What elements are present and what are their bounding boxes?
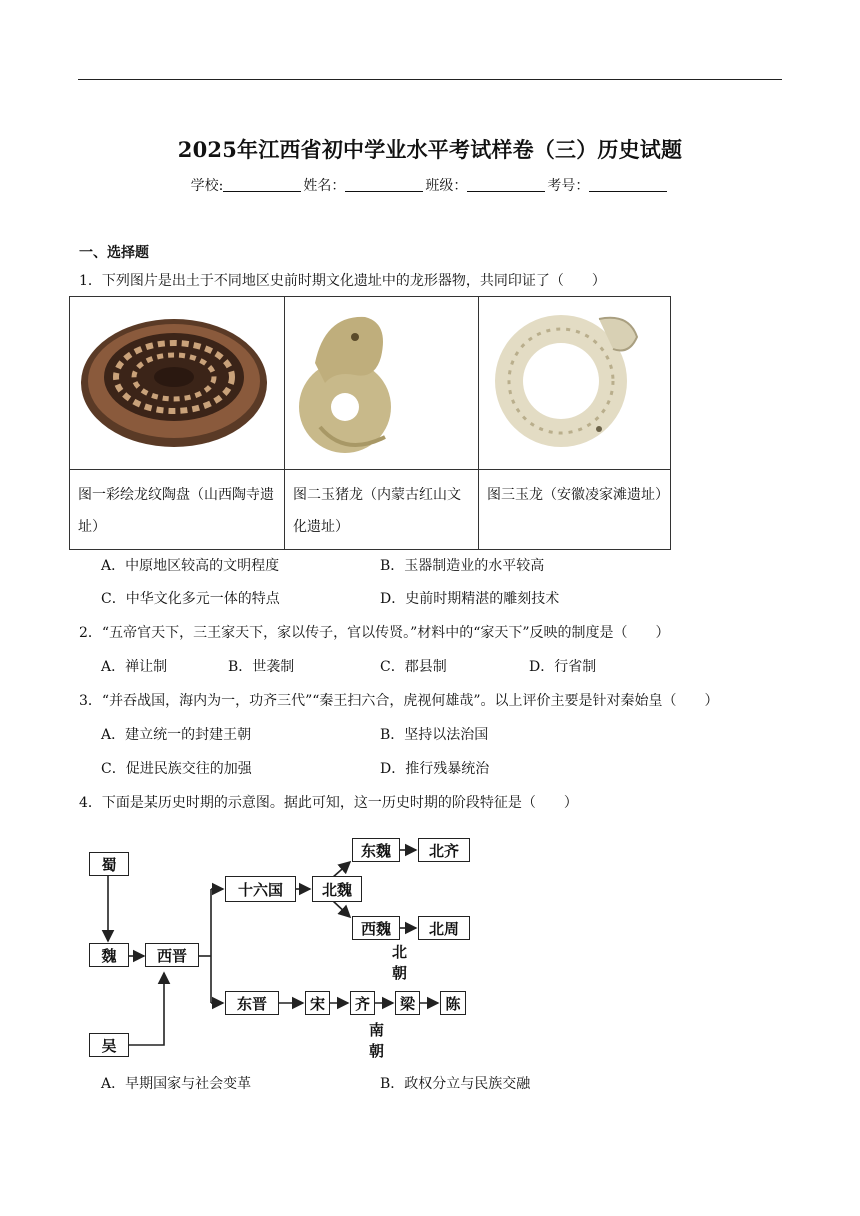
question-4-stem: 4．下面是某历史时期的示意图。据此可知，这一历史时期的阶段特征是（ ） [79, 795, 578, 811]
name-blank[interactable] [345, 177, 423, 192]
class-label: 班级： [425, 178, 468, 194]
box-wu: 吴 [89, 1033, 129, 1057]
number-label: 考号： [547, 178, 590, 194]
box-shu: 蜀 [89, 852, 129, 876]
question-1-image-table [69, 296, 671, 550]
number-blank[interactable] [589, 177, 667, 192]
image-caption-2: 图二玉猪龙（内蒙古红山文化遗址） [285, 470, 479, 550]
q2-option-c[interactable]: C．郡县制 [380, 659, 447, 675]
label-nanchao: 南朝 [369, 1021, 385, 1060]
q3-option-b[interactable]: B．坚持以法治国 [380, 727, 489, 743]
q3-option-a[interactable]: A．建立统一的封建王朝 [101, 727, 252, 743]
q4-option-b[interactable]: B．政权分立与民族交融 [380, 1076, 531, 1092]
jade-dragon-ring-image [479, 297, 670, 465]
box-beizhou: 北周 [418, 916, 470, 940]
header-rule [78, 79, 782, 80]
box-liang: 梁 [395, 991, 420, 1015]
question-1-stem: 1．下列图片是出土于不同地区史前时期文化遗址中的龙形器物，共同印证了（ ） [79, 273, 606, 289]
box-dongwei: 东魏 [352, 838, 400, 862]
school-label: 学校: [190, 178, 224, 194]
image-cell-3 [479, 297, 671, 470]
student-info-line [0, 175, 860, 195]
q1-option-a[interactable]: A．中原地区较高的文明程度 [101, 558, 280, 574]
q1-option-d[interactable]: D．史前时期精湛的雕刻技术 [380, 591, 560, 607]
q2-option-d[interactable]: D．行省制 [529, 659, 597, 675]
q1-option-c[interactable]: C．中华文化多元一体的特点 [101, 591, 280, 607]
box-shiliuguo: 十六国 [225, 876, 296, 902]
box-beiqi: 北齐 [418, 838, 470, 862]
box-dongjin: 东晋 [225, 991, 279, 1015]
box-qi: 齐 [350, 991, 375, 1015]
image-cell-1 [70, 297, 285, 470]
box-song: 宋 [305, 991, 330, 1015]
image-caption-3: 图三玉龙（安徽凌家滩遗址） [479, 470, 671, 550]
page-title: 2025年江西省初中学业水平考试样卷（三）历史试题 [177, 137, 683, 162]
name-label: 姓名： [303, 178, 346, 194]
image-caption-1: 图一彩绘龙纹陶盘（山西陶寺遗址） [70, 470, 285, 550]
q2-option-a[interactable]: A．禅让制 [101, 659, 168, 675]
box-xijin: 西晋 [145, 943, 199, 967]
box-wei: 魏 [89, 943, 129, 967]
box-beiwei: 北魏 [312, 876, 362, 902]
question-3-stem: 3．“并吞战国，海内为一，功齐三代”“秦王扫六合，虎视何雄哉”。以上评价主要是针对秦始皇（ ） [79, 693, 719, 709]
q1-option-b[interactable]: B．玉器制造业的水平较高 [380, 558, 545, 574]
q3-option-d[interactable]: D．推行残暴统治 [380, 761, 490, 777]
q3-option-c[interactable]: C．促进民族交往的加强 [101, 761, 252, 777]
school-blank[interactable] [223, 177, 301, 192]
painted-dragon-plate-image [70, 297, 284, 465]
image-cell-2 [285, 297, 479, 470]
q4-option-a[interactable]: A．早期国家与社会变革 [101, 1076, 252, 1092]
jade-pig-dragon-image [285, 297, 478, 465]
box-xiwei: 西魏 [352, 916, 400, 940]
question-2-stem: 2．“五帝官天下，三王家天下，家以传子，官以传贤。”材料中的“家天下”反映的制度是（ ） [79, 625, 670, 641]
class-blank[interactable] [467, 177, 545, 192]
label-beichao: 北朝 [392, 943, 408, 982]
q2-option-b[interactable]: B．世袭制 [228, 659, 295, 675]
diagram-connectors [80, 826, 500, 1066]
box-chen: 陈 [440, 991, 466, 1015]
section-heading: 一、选择题 [79, 245, 149, 261]
